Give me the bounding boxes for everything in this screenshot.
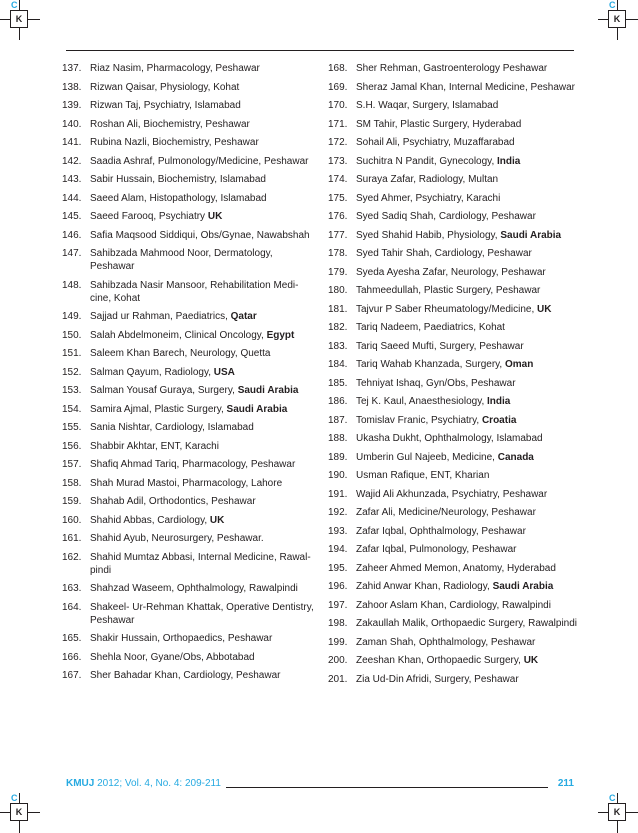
list-item [328, 636, 578, 649]
entry-text [356, 562, 578, 575]
reviewer-details: Zaman Shah, Ophthalmology, Peshawar [356, 636, 536, 648]
entry-text [356, 432, 578, 445]
reviewer-details: Rizwan Taj, Psychiatry, Islamabad [90, 100, 241, 111]
entry-number: 155. [62, 422, 82, 433]
list-item [328, 432, 578, 445]
reviewer-details: Zakaullah Malik, Orthopaedic Surgery, Rawalpindi [356, 618, 578, 629]
country-label: UK [209, 514, 225, 526]
list-item [62, 118, 316, 131]
entry-number: 182. [328, 322, 348, 333]
entry-number: 194. [328, 544, 348, 555]
list-item [62, 601, 316, 627]
list-item [62, 229, 316, 242]
entry-number: 141. [62, 137, 82, 148]
reviewer-details: Rizwan Qaisar, Physiology, Kohat [90, 81, 240, 93]
list-item [62, 329, 316, 342]
entry-text [90, 495, 316, 508]
reviewer-details: Sahibzada Mahmood Noor, Dermatology, Peshawar [90, 248, 273, 272]
entry-text [356, 377, 578, 390]
entry-number: 198. [328, 618, 348, 629]
entry-number: 161. [62, 533, 82, 544]
entry-text [90, 601, 316, 627]
crop-mark-color-letter: C [11, 793, 18, 803]
reviewer-details: Shabbir Akhtar, ENT, Karachi [90, 440, 219, 452]
entry-number: 193. [328, 525, 348, 537]
list-item [328, 543, 578, 556]
entry-number: 188. [328, 433, 348, 444]
list-item [328, 580, 578, 593]
entry-number: 180. [328, 285, 348, 296]
list-item [328, 284, 578, 297]
list-item [328, 229, 578, 242]
entry-number: 201. [328, 673, 348, 685]
entry-text [356, 599, 578, 612]
entry-text [90, 329, 316, 342]
country-label: Croatia [481, 414, 517, 426]
list-item [62, 403, 316, 416]
entry-text [90, 81, 316, 94]
crop-mark-color-letter: C [609, 0, 616, 10]
reviewer-details: Shah Murad Mastoi, Pharmacology, Lahore [90, 477, 283, 489]
entry-number: 183. [328, 340, 348, 352]
list-item [62, 210, 316, 223]
crop-mark-color-letter: C [11, 0, 18, 10]
country-label: Saudi Arabia [226, 403, 288, 415]
list-item [62, 651, 316, 664]
crop-mark-bottom-right [598, 793, 638, 833]
list-item [62, 81, 316, 94]
entry-number: 177. [328, 229, 348, 241]
list-item [328, 562, 578, 575]
list-item [328, 81, 578, 94]
entry-number: 197. [328, 599, 348, 611]
entry-number: 175. [328, 192, 348, 204]
list-item [328, 303, 578, 316]
list-item [328, 377, 578, 390]
entry-text [356, 617, 578, 630]
entry-number: 162. [62, 551, 82, 563]
entry-text [356, 469, 578, 482]
entry-number: 164. [62, 601, 82, 613]
entry-number: 168. [328, 63, 348, 74]
reviewer-details: Shahab Adil, Orthodontics, Peshawar [90, 496, 256, 507]
entry-number: 144. [62, 192, 82, 204]
entry-number: 145. [62, 211, 82, 222]
entry-number: 147. [62, 248, 82, 259]
crop-mark-letter: K [608, 10, 626, 28]
country-label: Saudi Arabia [237, 385, 299, 396]
reviewer-details: Tahmeedullah, Plastic Surgery, Peshawar [356, 285, 541, 296]
reviewer-details: Shahid Abbas, Cardiology, [90, 514, 210, 526]
entry-number: 156. [62, 440, 82, 452]
entry-number: 138. [62, 81, 82, 93]
reviewer-details: Saeed Alam, Histopathology, Islamabad [90, 192, 267, 204]
entry-text [356, 654, 578, 667]
entry-number: 192. [328, 507, 348, 518]
reviewer-details: Wajid Ali Akhunzada, Psychiatry, Peshawar [356, 488, 548, 500]
entry-text [356, 636, 578, 649]
entry-text [90, 347, 316, 360]
reviewer-details: Usman Rafique, ENT, Kharian [356, 470, 490, 481]
entry-number: 143. [62, 174, 82, 185]
entry-text [356, 414, 578, 427]
crop-mark-bottom-left [0, 793, 40, 833]
crop-mark-top-right [598, 0, 638, 40]
entry-text [356, 488, 578, 501]
entry-text [90, 440, 316, 453]
list-item [328, 599, 578, 612]
reviewer-details: Syed Ahmer, Psychiatry, Karachi [356, 192, 501, 204]
reviewer-details: Riaz Nasim, Pharmacology, Peshawar [90, 63, 260, 74]
entry-number: 154. [62, 403, 82, 415]
list-item [328, 266, 578, 279]
reviewer-details: Saleem Khan Barech, Neurology, Quetta [90, 348, 271, 359]
reviewer-details: Tajvur P Saber Rheumatology/Medicine, [356, 303, 538, 315]
entry-text [356, 395, 578, 408]
country-label: UK [207, 211, 223, 222]
country-label: Qatar [230, 311, 257, 322]
list-item [328, 654, 578, 667]
entry-text [90, 532, 316, 545]
list-item [328, 673, 578, 686]
list-item [328, 136, 578, 149]
entry-text [90, 669, 316, 682]
entry-text [90, 514, 316, 527]
entry-number: 159. [62, 496, 82, 507]
entry-text [90, 477, 316, 490]
list-item [62, 384, 316, 397]
reviewer-details: Shahid Ayub, Neurosurgery, Peshawar. [90, 533, 264, 544]
entry-text [356, 543, 578, 556]
reviewer-details: Tariq Saeed Mufti, Surgery, Peshawar [356, 340, 524, 352]
crop-mark-top-left [0, 0, 40, 40]
list-item [62, 477, 316, 490]
list-item [328, 99, 578, 112]
reviewer-details: Salman Qayum, Radiology, [90, 366, 214, 378]
entry-number: 166. [62, 651, 82, 663]
entry-text [356, 192, 578, 205]
list-item [328, 414, 578, 427]
entry-text [356, 62, 578, 75]
list-item [328, 617, 578, 630]
list-item [328, 340, 578, 353]
entry-text [90, 366, 316, 379]
reviewer-details: Sohail Ali, Psychiatry, Muzaffarabad [356, 137, 515, 148]
country-label: UK [523, 655, 539, 666]
country-label: Canada [497, 451, 534, 463]
entry-number: 165. [62, 633, 82, 644]
reviewer-details: Zeeshan Khan, Orthopaedic Surgery, [356, 655, 524, 666]
entry-text [90, 384, 316, 397]
list-item [62, 440, 316, 453]
reviewer-details: Shakir Hussain, Orthopaedics, Peshawar [90, 633, 273, 644]
reviewer-details: Shakeel- Ur-Rehman Khattak, Operative Dentistry, Peshawar [90, 601, 314, 626]
entry-text [90, 632, 316, 645]
reviewer-details: Roshan Ali, Biochemistry, Peshawar [90, 118, 250, 130]
reviewer-details: Rubina Nazli, Biochemistry, Peshawar [90, 137, 259, 148]
reviewer-details: Zafar Iqbal, Pulmonology, Peshawar [356, 544, 517, 555]
list-item [62, 310, 316, 323]
entry-number: 137. [62, 63, 82, 74]
reviewer-details: Zia Ud-Din Afridi, Surgery, Peshawar [356, 673, 519, 685]
entry-text [90, 247, 316, 273]
entry-text [90, 458, 316, 471]
list-item [62, 192, 316, 205]
reviewer-details: Sheraz Jamal Khan, Internal Medicine, Peshawar [356, 81, 576, 93]
reviewer-details: SM Tahir, Plastic Surgery, Hyderabad [356, 118, 522, 130]
list-item [62, 495, 316, 508]
reviewer-details: Sher Bahadar Khan, Cardiology, Peshawar [90, 670, 281, 681]
entry-text [90, 210, 316, 223]
entry-number: 139. [62, 100, 82, 111]
journal-name: KMUJ [66, 778, 95, 789]
list-item [328, 321, 578, 334]
entry-number: 160. [62, 514, 82, 526]
list-item [328, 247, 578, 260]
entry-number: 195. [328, 562, 348, 574]
entry-text [356, 525, 578, 538]
reviewer-details: Sabir Hussain, Biochemistry, Islamabad [90, 174, 266, 185]
entry-text [356, 266, 578, 279]
reviewer-details: Sher Rehman, Gastroenterology Peshawar [356, 63, 548, 74]
country-label: Saudi Arabia [492, 581, 554, 592]
entry-number: 191. [328, 488, 348, 500]
entry-text [90, 136, 316, 149]
entry-number: 142. [62, 155, 82, 167]
entry-number: 178. [328, 248, 348, 259]
list-item [328, 192, 578, 205]
reviewer-details: Syed Shahid Habib, Physiology, [356, 229, 501, 241]
entry-number: 149. [62, 311, 82, 322]
page-footer [66, 778, 574, 792]
entry-text [90, 173, 316, 186]
entry-text [356, 580, 578, 593]
header-rule [66, 50, 574, 51]
entry-number: 146. [62, 229, 82, 241]
entry-number: 170. [328, 100, 348, 111]
list-item [62, 514, 316, 527]
crop-mark-color-letter: C [609, 793, 616, 803]
entry-number: 148. [62, 279, 82, 291]
reviewer-details: Tariq Nadeem, Paediatrics, Kohat [356, 322, 505, 333]
crop-mark-letter: K [10, 803, 28, 821]
entry-number: 187. [328, 414, 348, 426]
entry-number: 200. [328, 655, 348, 666]
entry-text [356, 210, 578, 223]
country-label: India [497, 155, 521, 167]
entry-number: 171. [328, 118, 348, 130]
entry-text [356, 118, 578, 131]
reviewer-details: Syeda Ayesha Zafar, Neurology, Peshawar [356, 266, 546, 278]
reviewer-details: S.H. Waqar, Surgery, Islamabad [356, 100, 499, 111]
journal-citation [66, 778, 221, 789]
reviewer-details: Sajjad ur Rahman, Paediatrics, [90, 311, 231, 322]
entry-text [356, 340, 578, 353]
entry-text [356, 99, 578, 112]
entry-text [90, 192, 316, 205]
entry-number: 186. [328, 396, 348, 407]
reviewer-list-right [328, 62, 578, 691]
reviewer-details: Saeed Farooq, Psychiatry [90, 211, 208, 222]
list-item [62, 582, 316, 595]
entry-text [90, 62, 316, 75]
reviewer-details: Zaheer Ahmed Memon, Anatomy, Hyderabad [356, 562, 556, 574]
list-item [62, 279, 316, 305]
reviewer-details: Shahid Mumtaz Abbasi, Internal Medicine, Rawal-pindi [90, 551, 311, 576]
country-label: India [487, 396, 511, 407]
list-item [62, 347, 316, 360]
entry-text [90, 403, 316, 416]
list-item [62, 458, 316, 471]
list-item [328, 118, 578, 131]
entry-text [90, 229, 316, 242]
entry-number: 176. [328, 211, 348, 222]
entry-text [90, 421, 316, 434]
entry-number: 153. [62, 385, 82, 396]
entry-number: 190. [328, 470, 348, 481]
entry-text [90, 310, 316, 323]
entry-text [90, 99, 316, 112]
reviewer-details: Suchitra N Pandit, Gynecology, [356, 155, 497, 167]
list-item [328, 506, 578, 519]
reviewer-details: Safia Maqsood Siddiqui, Obs/Gynae, Nawabshah [90, 229, 310, 241]
list-item [62, 173, 316, 186]
entry-number: 173. [328, 155, 348, 167]
list-item [328, 62, 578, 75]
crop-mark-letter: K [608, 803, 626, 821]
country-label: Egypt [266, 329, 295, 341]
reviewer-details: Zafar Ali, Medicine/Neurology, Peshawar [356, 507, 536, 518]
entry-number: 151. [62, 348, 82, 359]
reviewer-details: Shehla Noor, Gyane/Obs, Abbotabad [90, 651, 255, 663]
entry-text [356, 155, 578, 168]
footer-rule [226, 787, 548, 788]
entry-text [356, 81, 578, 94]
entry-text [356, 247, 578, 260]
entry-text [356, 303, 578, 316]
list-item [62, 62, 316, 75]
reviewer-list-left [62, 62, 316, 688]
reviewer-details: Zahoor Aslam Khan, Cardiology, Rawalpindi [356, 599, 551, 611]
entry-number: 185. [328, 377, 348, 389]
list-item [62, 669, 316, 682]
entry-text [90, 551, 316, 577]
entry-text [356, 229, 578, 242]
list-item [328, 395, 578, 408]
reviewer-details: Tomislav Franic, Psychiatry, [356, 414, 482, 426]
entry-text [90, 155, 316, 168]
list-item [62, 551, 316, 577]
reviewer-details: Sania Nishtar, Cardiology, Islamabad [90, 422, 254, 433]
reviewer-details: Tehniyat Ishaq, Gyn/Obs, Peshawar [356, 377, 516, 389]
entry-number: 150. [62, 329, 82, 341]
list-item [62, 247, 316, 273]
list-item [328, 488, 578, 501]
reviewer-details: Sahibzada Nasir Mansoor, Rehabilitation Medi-cine, Kohat [90, 279, 299, 304]
list-item [328, 210, 578, 223]
citation-text: 2012; Vol. 4, No. 4: 209-211 [94, 778, 221, 789]
country-label: Oman [504, 359, 534, 370]
reviewer-details: Samira Ajmal, Plastic Surgery, [90, 403, 227, 415]
entry-text [356, 321, 578, 334]
list-item [62, 532, 316, 545]
list-item [328, 469, 578, 482]
reviewer-details: Salman Yousaf Guraya, Surgery, [90, 385, 238, 396]
list-item [62, 155, 316, 168]
reviewer-details: Salah Abdelmoneim, Clinical Oncology, [90, 329, 267, 341]
reviewer-details: Saadia Ashraf, Pulmonology/Medicine, Peshawar [90, 155, 309, 167]
reviewer-details: Umberin Gul Najeeb, Medicine, [356, 451, 498, 463]
entry-number: 163. [62, 583, 82, 594]
reviewer-details: Shahzad Waseem, Ophthalmology, Rawalpindi [90, 583, 298, 594]
entry-text [356, 136, 578, 149]
reviewer-details: Syed Sadiq Shah, Cardiology, Peshawar [356, 211, 536, 222]
reviewer-details: Tej K. Kaul, Anaesthesiology, [356, 396, 488, 407]
entry-text [90, 279, 316, 305]
entry-number: 181. [328, 303, 348, 315]
entry-text [356, 284, 578, 297]
list-item [62, 366, 316, 379]
entry-number: 158. [62, 477, 82, 489]
entry-number: 184. [328, 359, 348, 370]
reviewer-details: Shafiq Ahmad Tariq, Pharmacology, Peshawar [90, 459, 296, 470]
entry-text [90, 582, 316, 595]
entry-number: 157. [62, 459, 82, 470]
entry-number: 189. [328, 451, 348, 463]
entry-text [90, 651, 316, 664]
list-item [328, 155, 578, 168]
list-item [328, 451, 578, 464]
entry-text [356, 173, 578, 186]
country-label: USA [213, 366, 235, 378]
entry-number: 172. [328, 137, 348, 148]
crop-mark-letter: K [10, 10, 28, 28]
reviewer-details: Zafar Iqbal, Ophthalmology, Peshawar [356, 525, 526, 537]
country-label: Saudi Arabia [500, 229, 562, 241]
entry-text [90, 118, 316, 131]
list-item [62, 632, 316, 645]
list-item [62, 99, 316, 112]
list-item [62, 421, 316, 434]
entry-number: 174. [328, 174, 348, 185]
reviewer-details: Syed Tahir Shah, Cardiology, Peshawar [356, 248, 532, 259]
entry-text [356, 673, 578, 686]
entry-text [356, 506, 578, 519]
reviewer-details: Tariq Wahab Khanzada, Surgery, [356, 359, 505, 370]
list-item [328, 525, 578, 538]
reviewer-details: Suraya Zafar, Radiology, Multan [356, 174, 499, 185]
list-item [328, 358, 578, 371]
entry-number: 179. [328, 266, 348, 278]
entry-number: 199. [328, 636, 348, 648]
entry-text [356, 358, 578, 371]
reviewer-details: Zahid Anwar Khan, Radiology, [356, 581, 493, 592]
entry-number: 140. [62, 118, 82, 130]
entry-number: 152. [62, 366, 82, 378]
list-item [328, 173, 578, 186]
entry-number: 169. [328, 81, 348, 93]
entry-text [356, 451, 578, 464]
reviewer-details: Ukasha Dukht, Ophthalmology, Islamabad [356, 433, 543, 444]
entry-number: 196. [328, 581, 348, 592]
page-number: 211 [557, 778, 574, 789]
entry-number: 167. [62, 670, 82, 681]
country-label: UK [537, 303, 552, 315]
list-item [62, 136, 316, 149]
